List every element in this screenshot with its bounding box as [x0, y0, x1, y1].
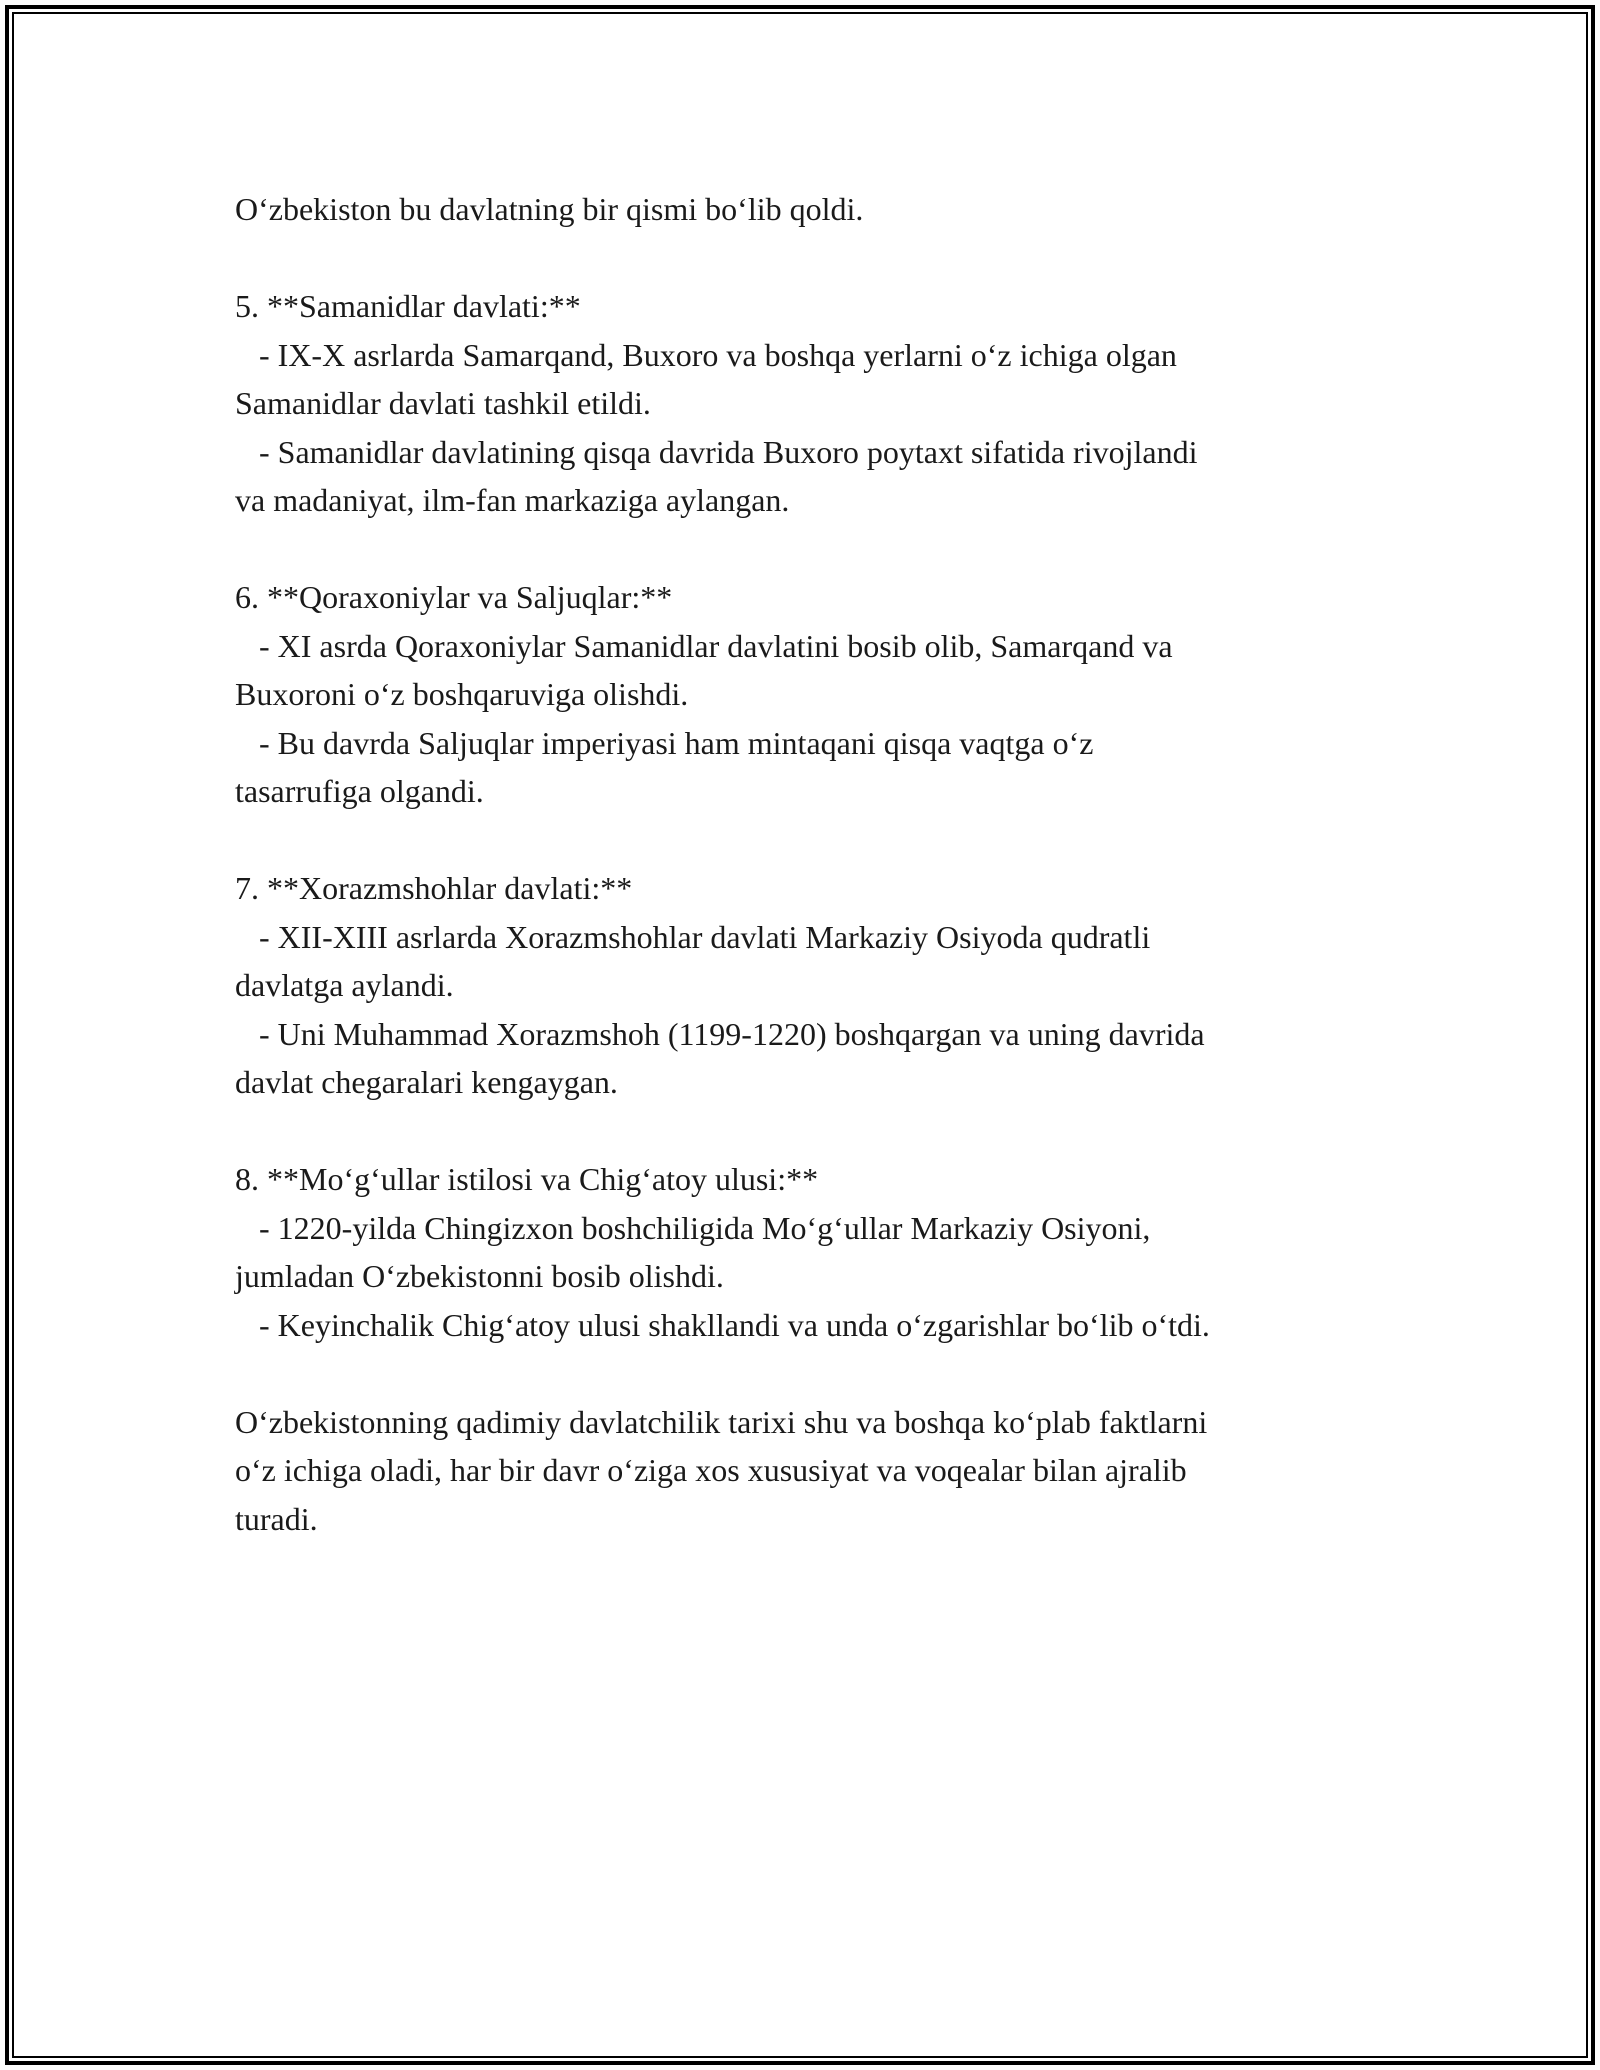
section-line: Buxoroni oʻz boshqaruviga olishdi.: [235, 676, 689, 712]
conclusion-line: Oʻzbekistonning qadimiy davlatchilik tarixi shu va boshqa koʻplab faktlarni: [235, 1403, 1208, 1440]
section-line: - Samanidlar davlatining qisqa davrida Buxoro poytaxt sifatida rivojlandi: [235, 433, 1198, 470]
section-line: - XII-XIII asrlarda Xorazmshohlar davlati Markaziy Osiyoda qudratli: [235, 918, 1151, 955]
section-qoraxoniylar: [235, 573, 1395, 816]
section-line: davlatga aylandi.: [235, 967, 454, 1003]
section-line: tasarrufiga olgandi.: [235, 773, 484, 809]
section-mogullar: [235, 1155, 1395, 1349]
section-line: Samanidlar davlati tashkil etildi.: [235, 385, 651, 421]
section-line: va madaniyat, ilm-fan markaziga aylangan.: [235, 482, 790, 518]
section-heading: 5. **Samanidlar davlati:**: [235, 288, 581, 324]
section-line: jumladan Oʻzbekistonni bosib olishdi.: [235, 1258, 724, 1294]
section-line: - Bu davrda Saljuqlar imperiyasi ham mintaqani qisqa vaqtga oʻz: [235, 724, 1094, 761]
document-body: [235, 185, 1395, 1592]
section-xorazmshohlar: [235, 864, 1395, 1107]
section-line: - XI asrda Qoraxoniylar Samanidlar davlatini bosib olib, Samarqand va: [235, 627, 1173, 664]
section-line: - Keyinchalik Chigʻatoy ulusi shakllandi va unda oʻzgarishlar boʻlib oʻtdi.: [235, 1306, 1210, 1343]
section-line: - Uni Muhammad Xorazmshoh (1199-1220) boshqargan va uning davrida: [235, 1015, 1205, 1052]
section-heading: 7. **Xorazmshohlar davlati:**: [235, 870, 633, 906]
section-samanidlar: [235, 282, 1395, 525]
conclusion-paragraph: [235, 1398, 1395, 1544]
conclusion-line: turadi.: [235, 1500, 318, 1537]
section-heading: 8. **Moʻgʻullar istilosi va Chigʻatoy ulusi:**: [235, 1161, 819, 1197]
section-line: - IX-X asrlarda Samarqand, Buxoro va boshqa yerlarni oʻz ichiga olgan: [235, 336, 1177, 373]
intro-line: Oʻzbekiston bu davlatning bir qismi boʻlib qoldi.: [235, 191, 864, 227]
section-line: davlat chegaralari kengaygan.: [235, 1064, 618, 1100]
intro-paragraph: [235, 185, 1395, 234]
section-heading: 6. **Qoraxoniylar va Saljuqlar:**: [235, 579, 673, 615]
conclusion-line: oʻz ichiga oladi, har bir davr oʻziga xos xususiyat va voqealar bilan ajralib: [235, 1452, 1187, 1488]
section-line: - 1220-yilda Chingizxon boshchiligida Moʻgʻullar Markaziy Osiyoni,: [235, 1209, 1151, 1246]
